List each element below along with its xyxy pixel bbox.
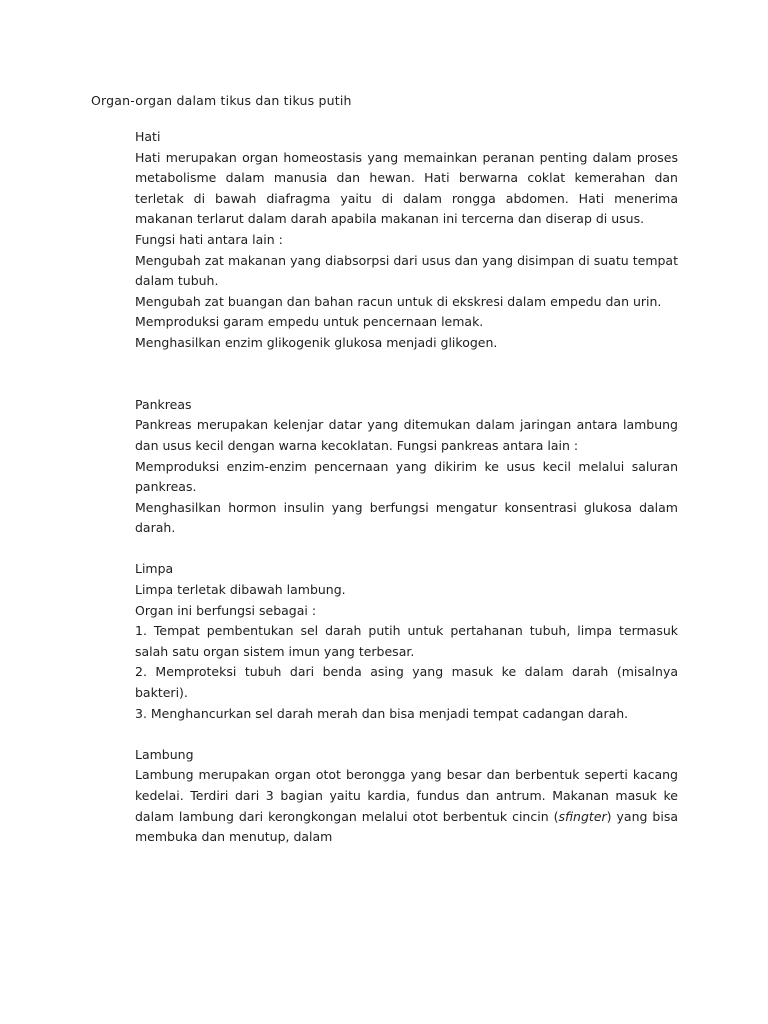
list-item: Memproduksi enzim-enzim pencernaan yang dikirim ke usus kecil melalui saluran pankreas. [135,458,678,495]
document-body [135,127,678,848]
list-item: Menghasilkan enzim glikogenik glukosa menjadi glikogen. [135,334,498,350]
section-hati [135,127,678,354]
paragraph-hati-intro: Hati merupakan organ homeostasis yang memainkan peranan penting dalam proses metabolisme dalam manusia dan hewan. Hati berwarna coklat kemerahan dan terletak di bawah diafragma yaitu di dalam rongga abdomen. Hati menerima makanan terlarut dalam darah apabila makanan ini tercerna dan diserap di usus. [135,149,678,227]
functions-label-limpa: Organ ini berfungsi sebagai : [135,602,317,618]
list-item: 3. Menghancurkan sel darah merah dan bisa menjadi tempat cadangan darah. [135,705,629,721]
sfingter-term: sfingter [558,808,607,824]
list-item: Mengubah zat buangan dan bahan racun untuk di ekskresi dalam empedu dan urin. [135,293,662,309]
section-pankreas [135,395,678,539]
list-item: Menghasilkan hormon insulin yang berfungsi mengatur konsentrasi glukosa dalam darah. [135,499,678,536]
paragraph-lambung-text-b: ) yang bisa membuka dan menutup, dalam [135,808,678,845]
paragraph-limpa-intro: Limpa terletak dibawah lambung. [135,582,346,598]
section-heading-hati: Hati [135,129,161,144]
list-item: Mengubah zat makanan yang diabsorpsi dari usus dan yang disimpan di suatu tempat dalam tubuh. [135,252,678,289]
section-limpa [135,559,678,724]
section-heading-lambung: Lambung [135,746,194,762]
functions-label-hati: Fungsi hati antara lain : [135,231,283,247]
section-heading-pankreas: Pankreas [135,396,192,412]
section-spacer [135,724,678,745]
paragraph-lambung-text-a: Lambung merupakan organ otot berongga yang besar dan berbentuk seperti kacang kedelai. Terdiri dari 3 bagian yaitu kardia, fundus dan antrum. Makanan masuk ke dalam lambung dari kerongkongan melalui otot berbentuk cincin ( [135,767,678,824]
section-spacer [135,354,678,375]
section-lambung [135,745,678,848]
section-heading-limpa: Limpa [135,561,174,577]
paragraph-lambung-intro [135,765,678,847]
document-title: Organ-organ dalam tikus dan tikus putih [91,93,352,108]
list-item: Memproduksi garam empedu untuk pencernaan lemak. [135,314,484,330]
paragraph-pankreas-intro: Pankreas merupakan kelenjar datar yang ditemukan dalam jaringan antara lambung dan usus kecil dengan warna kecoklatan. Fungsi pankreas antara lain : [135,417,678,453]
list-item: 2. Memproteksi tubuh dari benda asing yang masuk ke dalam darah (misalnya bakteri). [135,664,678,701]
list-item: 1. Tempat pembentukan sel darah putih untuk pertahanan tubuh, limpa termasuk salah satu organ sistem imun yang terbesar. [135,623,678,659]
section-spacer [135,539,678,560]
section-spacer [135,374,678,395]
